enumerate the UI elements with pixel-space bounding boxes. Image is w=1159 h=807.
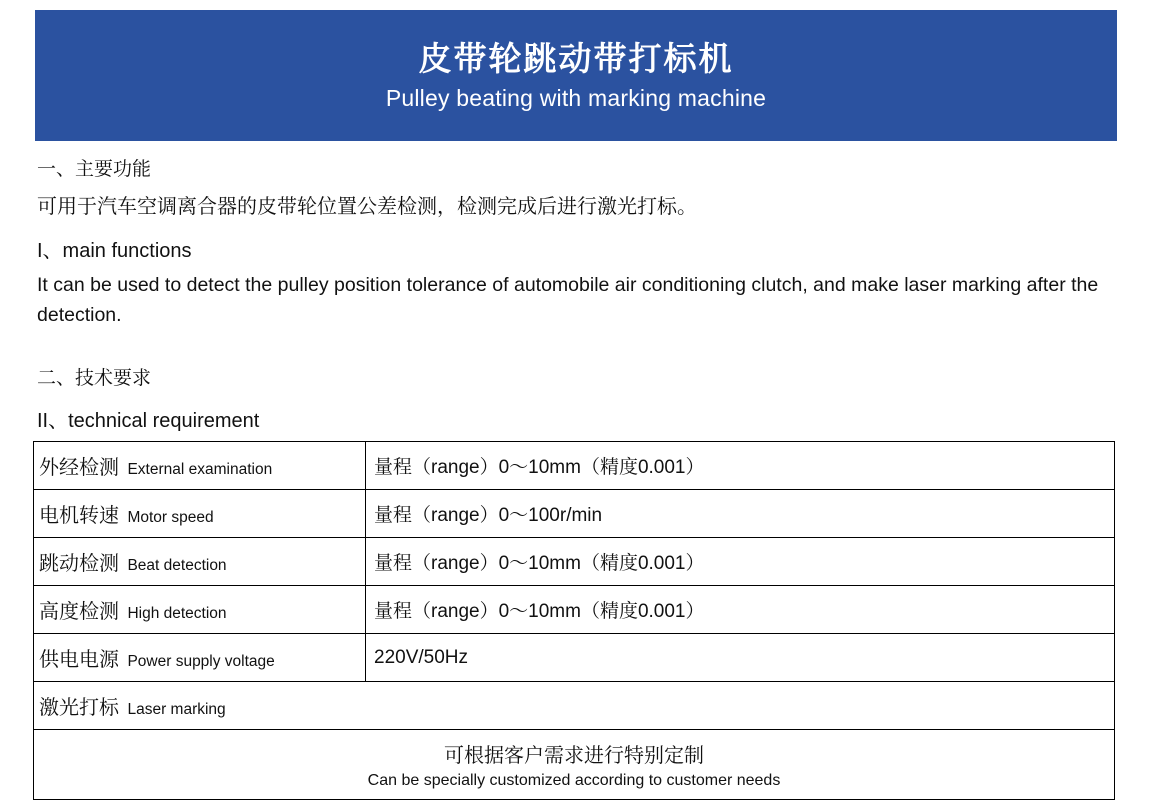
section-2-heading-en: II、technical requirement	[37, 410, 260, 432]
spec-value-external-examination: 量程（range）0～10mm（精度0.001）	[366, 442, 1115, 490]
document-body	[37, 154, 1119, 433]
section-1-body-zh: 可用于汽车空调离合器的皮带轮位置公差检测，检测完成后进行激光打标。	[37, 196, 697, 218]
spec-value-power-supply: 220V/50Hz	[366, 634, 1115, 682]
customization-note-cell	[34, 730, 1115, 800]
page-title-zh: 皮带轮跳动带打标机	[418, 39, 734, 77]
label-en: Power supply voltage	[127, 653, 275, 670]
spec-value-high-detection: 量程（range）0～10mm（精度0.001）	[366, 586, 1115, 634]
label-zh: 高度检测	[39, 601, 119, 623]
spec-label-laser-marking	[34, 682, 1115, 730]
label-en: External examination	[127, 461, 273, 478]
spec-table	[33, 441, 1115, 800]
customization-note-en: Can be specially customized according to customer needs	[367, 772, 781, 789]
label-en: High detection	[127, 605, 227, 622]
label-en: Beat detection	[127, 557, 227, 574]
label-zh: 供电电源	[39, 649, 119, 671]
label-en: Laser marking	[127, 701, 226, 718]
spec-label-power-supply	[34, 634, 366, 682]
spec-label-high-detection	[34, 586, 366, 634]
spec-label-motor-speed	[34, 490, 366, 538]
section-1-heading-en: I、main functions	[37, 240, 192, 262]
table-row	[34, 490, 1115, 538]
spec-label-beat-detection	[34, 538, 366, 586]
label-zh: 电机转速	[39, 505, 119, 527]
label-zh: 跳动检测	[39, 553, 119, 575]
spec-value-motor-speed: 量程（range）0～100r/min	[366, 490, 1115, 538]
table-row	[34, 682, 1115, 730]
label-zh: 激光打标	[39, 697, 119, 719]
section-1-body-en: It can be used to detect the pulley position tolerance of automobile air conditioning clutch, and make laser marking after the detection.	[37, 274, 1099, 326]
spec-value-beat-detection: 量程（range）0～10mm（精度0.001）	[366, 538, 1115, 586]
table-row	[34, 634, 1115, 682]
section-1-heading-zh: 一、主要功能	[37, 159, 152, 180]
title-banner	[35, 10, 1117, 141]
table-row	[34, 538, 1115, 586]
table-footer-row	[34, 730, 1115, 800]
label-en: Motor speed	[127, 509, 214, 526]
spec-label-external-examination	[34, 442, 366, 490]
page-title-en: Pulley beating with marking machine	[385, 85, 767, 112]
label-zh: 外经检测	[39, 457, 119, 479]
section-2-heading-zh: 二、技术要求	[37, 368, 152, 389]
table-row	[34, 586, 1115, 634]
customization-note-zh: 可根据客户需求进行特别定制	[444, 745, 704, 767]
table-row	[34, 442, 1115, 490]
